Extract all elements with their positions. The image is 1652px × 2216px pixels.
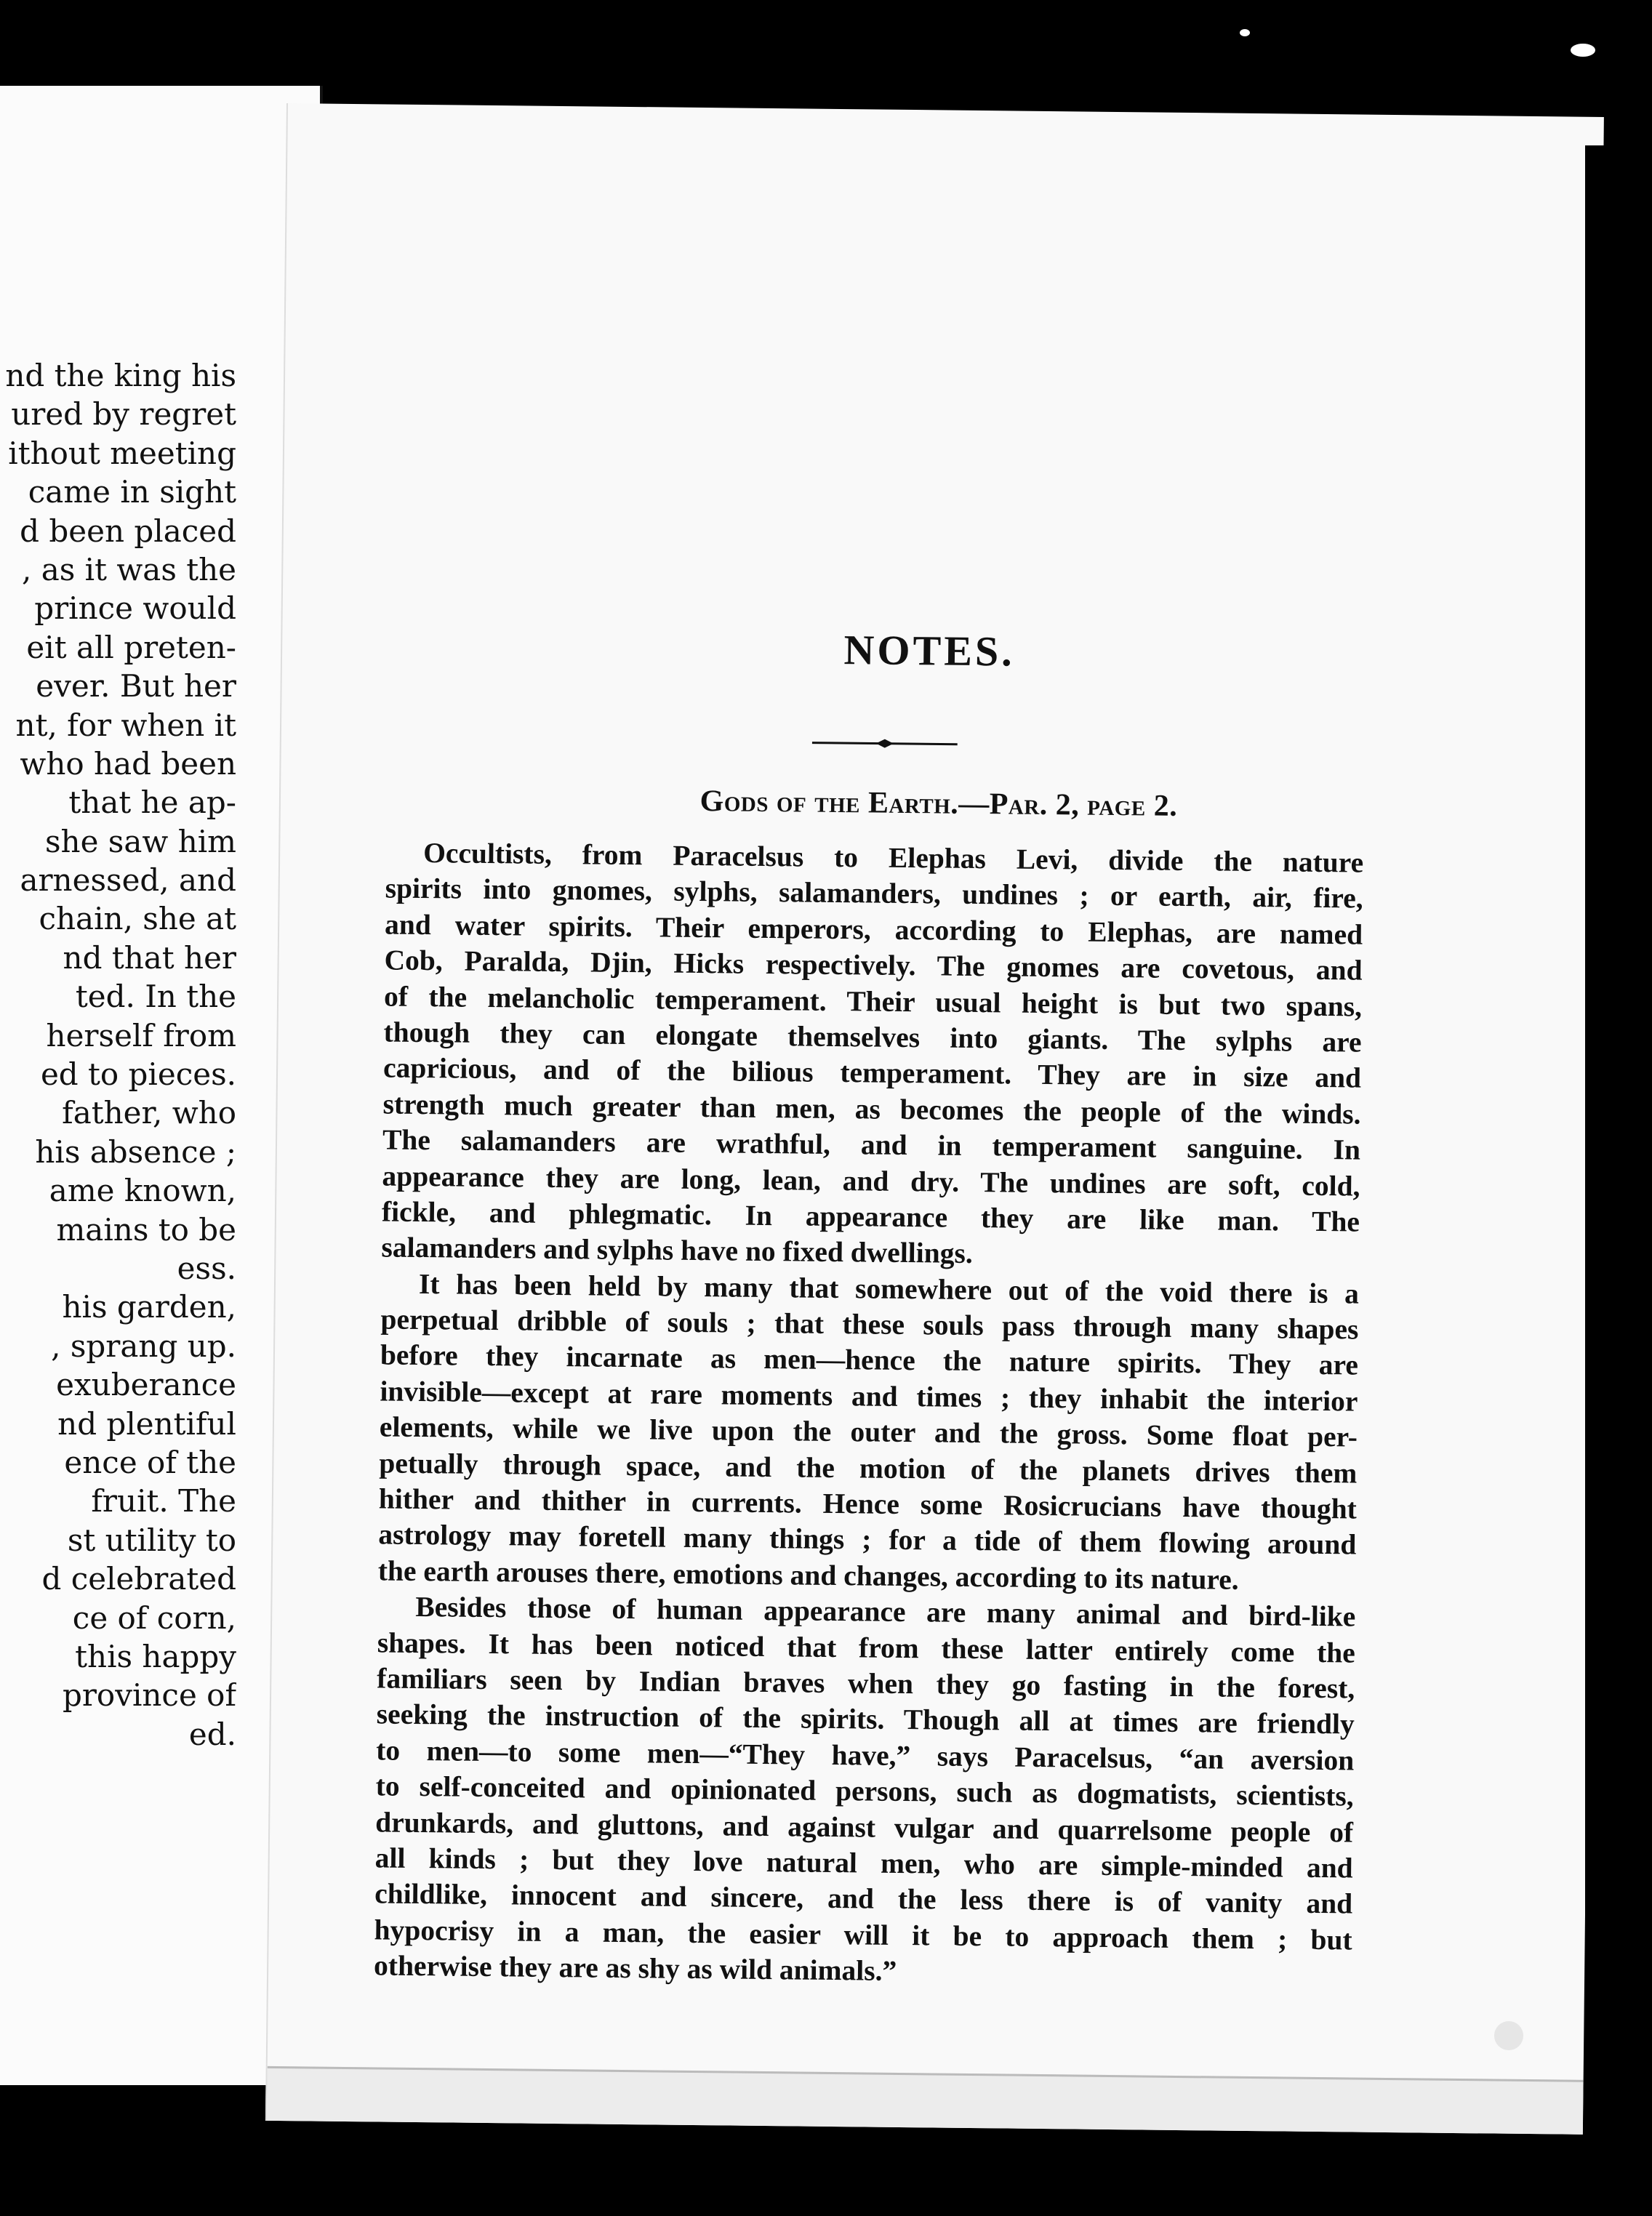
left-page-line: prince would (34, 590, 236, 627)
left-page-line: ed. (188, 1716, 236, 1752)
page-bottom-edge (267, 2066, 1584, 2135)
left-page-line: herself from (46, 1017, 236, 1053)
left-page-line: that he ap- (68, 784, 236, 821)
scan-speck (1494, 2021, 1523, 2050)
left-page-line: , sprang up. (51, 1328, 236, 1364)
ornamental-rule-icon (812, 738, 958, 750)
notes-line: capricious, and of the bilious temperament. They are in size and (382, 1051, 1362, 1094)
notes-line: Cob, Paralda, Djin, Hicks respectively. The gnomes are covetous, and (384, 944, 1363, 987)
left-page-line: arnessed, and (20, 862, 236, 899)
left-page-line: nt, for when it (15, 707, 236, 743)
left-page-line: , as it was the (22, 551, 236, 587)
notes-line: spirits into gnomes, sylphs, salamanders, undines ; or earth, air, fire, (385, 872, 1363, 915)
notes-line: though they can elongate themselves into giants. The sylphs are (383, 1016, 1362, 1059)
left-page-line: this happy (75, 1638, 236, 1674)
left-page-line: ithout meeting (8, 435, 236, 471)
notes-line: Occultists, from Paracelsus to Elephas Levi, divide the nature (422, 837, 1364, 879)
section-heading: Gods of the Earth.—Par. 2, page 2. (699, 784, 1178, 823)
left-page-line: eit all preten- (26, 629, 236, 665)
left-page-line: came in sight (28, 474, 236, 510)
notes-line: hither and thither in currents. Hence some Rosicrucians have thought (378, 1482, 1358, 1525)
left-page-line: ence of the (64, 1444, 236, 1480)
notes-line: fickle, and phlegmatic. In appearance they are like man. The (381, 1195, 1360, 1238)
left-page-text-column (0, 356, 236, 1754)
left-page-line: ess. (177, 1250, 236, 1286)
notes-line: salamanders and sylphs have no fixed dwellings. (381, 1231, 973, 1270)
left-page-line: chain, she at (39, 901, 236, 937)
notes-line: shapes. It has been noticed that from these latter entirely come the (377, 1626, 1355, 1669)
left-page-line: nd the king his (5, 358, 236, 393)
notes-line: drunkards, and gluttons, and against vulgar and quarrelsome people of (375, 1805, 1354, 1849)
notes-line: to men—to some men—“They have,” says Paracelsus, “an aversion (376, 1734, 1355, 1777)
notes-line: The salamanders are wrathful, and in temperament sanguine. In (382, 1123, 1361, 1166)
left-page-line: ted. In the (75, 979, 236, 1015)
notes-line: appearance they are long, lean, and dry. The undines are soft, cold, (382, 1159, 1360, 1203)
left-page-line: nd that her (63, 939, 236, 976)
left-page-line: who had been (20, 745, 236, 782)
left-page-line: mains to be (56, 1211, 236, 1248)
left-page-line: province of (62, 1677, 236, 1714)
left-page-line: ed to pieces. (40, 1056, 236, 1093)
notes-line: strength much greater than men, as becomes the people of the winds. (382, 1088, 1361, 1131)
left-page-line: his garden, (62, 1289, 236, 1325)
notes-line: the earth arouses there, emotions and changes, according to its nature. (377, 1554, 1239, 1596)
notes-line: of the melancholic temperament. Their usual height is but two spans, (383, 980, 1363, 1023)
notes-body-text (374, 835, 1363, 1994)
notes-line: hypocrisy in a man, the easier will it be to approach them ; but (374, 1914, 1352, 1956)
notes-line: Besides those of human appearance are many animal and bird-like (415, 1591, 1356, 1633)
left-page-line: exuberance (56, 1367, 236, 1403)
notes-line: and water spirits. Their emperors, according to Elephas, are named (384, 908, 1363, 951)
left-page-line: ame known, (49, 1173, 236, 1209)
left-page-line: fruit. The (91, 1483, 236, 1520)
left-page-line: d been placed (20, 513, 236, 549)
notes-line: elements, while we live upon the outer and the gross. Some float per- (379, 1410, 1358, 1453)
scan-speck (1571, 44, 1595, 57)
notes-line: all kinds ; but they love natural men, who are simple-minded and (374, 1842, 1353, 1884)
notes-line: seeking the instruction of the spirits. Though all at times are friendly (376, 1698, 1355, 1741)
left-page-line: ce of corn, (72, 1599, 236, 1636)
page-title: NOTES. (843, 626, 1016, 675)
notes-page (265, 103, 1604, 2135)
left-page-line: st utility to (67, 1522, 236, 1558)
notes-line: It has been held by many that somewhere out of the void there is a (418, 1267, 1360, 1310)
right-margin-shadow (1585, 145, 1652, 2216)
left-page-line: d celebrated (41, 1561, 236, 1597)
scan-speck (1240, 29, 1250, 36)
notes-line: petually through space, and the motion of the planets drives them (379, 1447, 1358, 1490)
notes-line: perpetual dribble of souls ; that these souls pass through many shapes (380, 1303, 1359, 1346)
notes-line: familiars seen by Indian braves when they go fasting in the forest, (377, 1662, 1355, 1705)
notes-line: otherwise they are as shy as wild animals.” (373, 1949, 897, 1988)
notes-line: astrology may foretell many things ; for a tide of them flowing around (378, 1518, 1357, 1561)
left-page-line: she saw him (44, 823, 236, 859)
left-page-line: his absence ; (35, 1133, 236, 1170)
left-page-line: nd plentiful (57, 1405, 236, 1442)
notes-line: invisible—except at rare moments and times ; they inhabit the interior (380, 1375, 1358, 1418)
left-page-line: father, who (62, 1095, 236, 1131)
notes-line: before they incarnate as men—hence the nature spirits. They are (380, 1338, 1359, 1381)
left-page-line: ever. But her (36, 668, 236, 704)
notes-line: childlike, innocent and sincere, and the less there is of vanity and (374, 1877, 1353, 1920)
notes-line: to self-conceited and opinionated persons, such as dogmatists, scientists, (375, 1770, 1354, 1812)
left-page-line: ured by regret (11, 396, 236, 433)
